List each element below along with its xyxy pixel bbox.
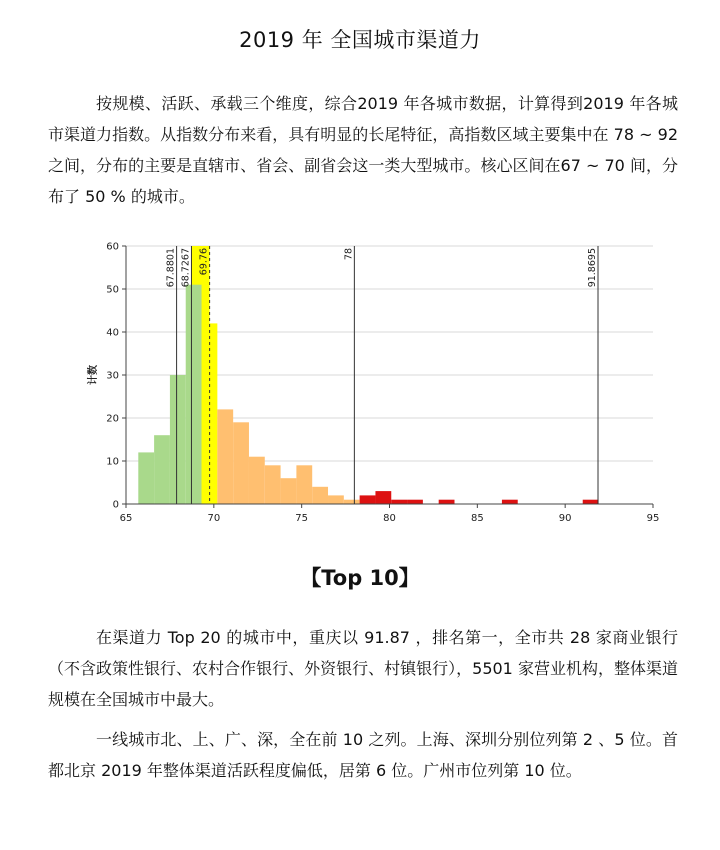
x-tick-label: 70 bbox=[207, 513, 221, 524]
y-axis-label: 计数 bbox=[88, 365, 99, 385]
histogram-bar bbox=[439, 500, 455, 504]
histogram-bar bbox=[583, 500, 599, 504]
x-tick-label: 75 bbox=[295, 513, 309, 524]
histogram-bar bbox=[360, 495, 376, 504]
histogram-bar bbox=[138, 452, 154, 504]
x-tick-label: 65 bbox=[119, 513, 133, 524]
histogram-bar bbox=[281, 478, 297, 504]
histogram-bar bbox=[328, 495, 344, 504]
x-tick-label: 85 bbox=[470, 513, 484, 524]
histogram-bar bbox=[502, 500, 518, 504]
histogram-bar bbox=[186, 285, 202, 504]
histogram-bar bbox=[154, 435, 170, 504]
reference-line-label: 68.7267 bbox=[180, 248, 192, 288]
page-title: 2019 年 全国城市渠道力 bbox=[239, 28, 481, 52]
section-heading-top10: 【Top 10】 bbox=[300, 566, 420, 590]
y-tick-label: 30 bbox=[106, 370, 119, 382]
y-tick-label: 50 bbox=[106, 284, 119, 296]
histogram-bar bbox=[407, 500, 423, 504]
x-tick-label: 95 bbox=[646, 513, 660, 524]
reference-line-label: 91.8695 bbox=[587, 248, 599, 288]
histogram-bar bbox=[296, 465, 312, 504]
top20-paragraph: 在渠道力 Top 20 的城市中，重庆以 91.87 ，排名第一，全市共 28 家商业银行（不含政策性银行、农村合作银行、外资银行、村镇银行），5501 家营业机构，整体渠道规模在全国城市中最大。 bbox=[48, 628, 678, 709]
reference-line-label: 78 bbox=[343, 248, 355, 261]
histogram-bar bbox=[391, 500, 407, 504]
histogram-bar bbox=[375, 491, 391, 504]
histogram-bar bbox=[249, 457, 265, 504]
y-tick-label: 40 bbox=[106, 327, 119, 339]
reference-line-label: 69.76 bbox=[198, 248, 210, 276]
histogram-bar bbox=[312, 487, 328, 504]
intro-paragraph: 按规模、活跃、承载三个维度，综合2019 年各城市数据，计算得到2019 年各城市渠道力指数。从指数分布来看，具有明显的长尾特征，高指数区域主要集中在 78 ~ 92之间，分布的主要是直辖市、省会、副省会这一类大型城市。核心区间在67 ~ 70 间，分布了 50 % 的城市。 bbox=[48, 94, 678, 206]
histogram-chart bbox=[80, 232, 670, 532]
x-tick-label: 90 bbox=[558, 513, 572, 524]
histogram-bar bbox=[344, 500, 360, 504]
x-tick-label: 80 bbox=[383, 513, 396, 524]
histogram-bar bbox=[233, 422, 249, 504]
histogram-bar bbox=[170, 375, 186, 504]
y-tick-label: 0 bbox=[112, 499, 119, 511]
y-tick-label: 10 bbox=[106, 456, 119, 468]
histogram-bar bbox=[217, 409, 233, 504]
y-tick-label: 20 bbox=[106, 413, 119, 425]
histogram-bar bbox=[265, 465, 281, 504]
y-tick-label: 60 bbox=[106, 241, 119, 253]
reference-line-label: 67.8801 bbox=[165, 248, 177, 288]
tier1-cities-paragraph: 一线城市北、上、广、深，全在前 10 之列。上海、深圳分别位列第 2 、5 位。首都北京 2019 年整体渠道活跃程度偏低，居第 6 位。广州市位列第 10 位。 bbox=[48, 730, 678, 780]
